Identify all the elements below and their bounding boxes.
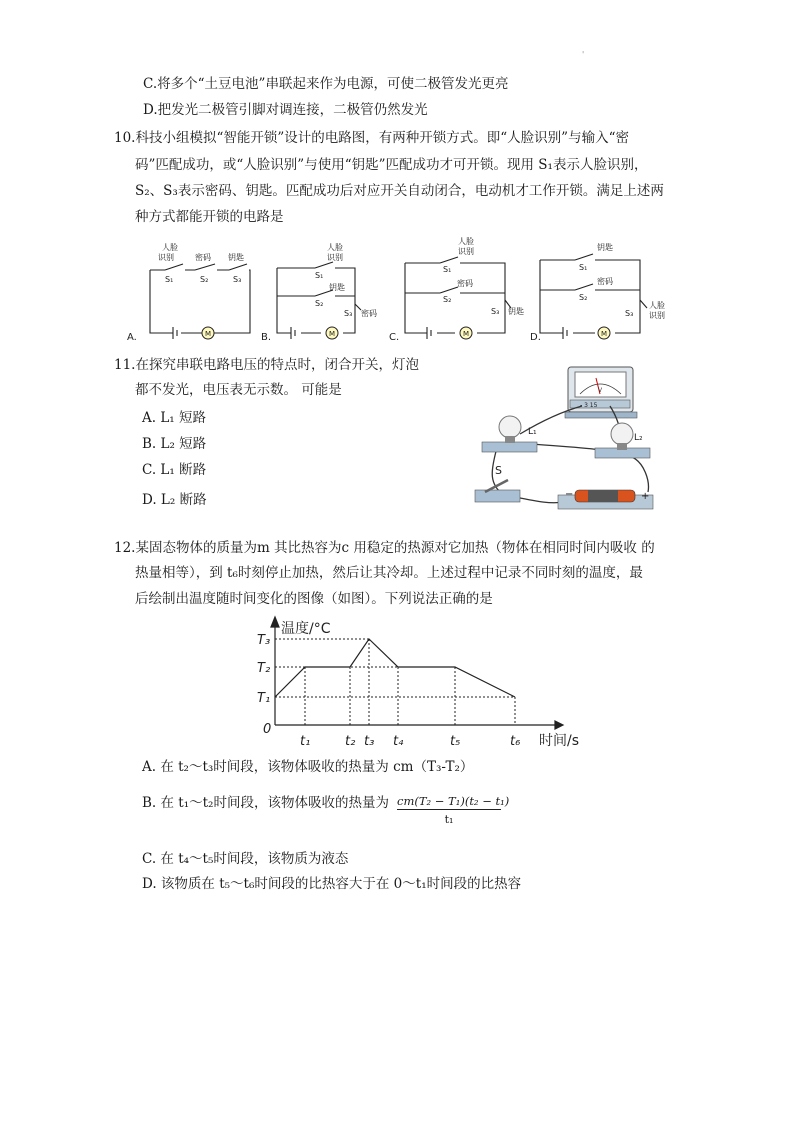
y-axis-arrow [271,617,279,627]
fig-label-l1: L₁ [528,427,537,437]
q10a-s2: S₂ [200,275,209,284]
q10-stem-line3: S₂、S₃表示密码、钥匙。匹配成功后对应开关自动闭合，电动机才工作开锁。满足上述两 [135,183,664,199]
temperature-time-chart [255,615,595,755]
q9-option-c: C.将多个“土豆电池”串联起来作为电源，可使二极管发光更亮 [143,76,509,92]
q11-option-c: C. L₁ 断路 [142,462,207,478]
q10a-motor-label: M [204,330,212,338]
battery-plus: + [641,491,650,502]
q10a-s3: S₃ [233,275,242,284]
q12-stem-line1: 12.某固态物体的质量为m 其比热容为c 用稳定的热源对它加热（物体在相同时间内吸收 的 [114,540,655,556]
q10-stem-line1: 10.科技小组模拟“智能开锁”设计的电路图，有两种开锁方式。即“人脸识别”与输入“密 [114,130,629,146]
q10d-s1: S₁ [579,263,588,272]
q10d-s2: S₂ [579,293,588,302]
q10d-face-label1: 人脸 [649,301,665,310]
q10c-face-label1: 人脸 [458,237,474,246]
q10c-face-label2: 识别 [458,247,474,256]
x-tick-label: t₁ [300,734,311,749]
q12-option-b-denominator: t₁ [444,813,454,826]
q10b-motor-label: M [328,330,336,338]
q10b-pw-label: 密码 [361,309,377,318]
fig-label-l2: L₂ [634,433,643,443]
q10b-s2: S₂ [315,299,324,308]
q10d-face-label2: 识别 [649,311,665,320]
battery-minus: − [565,489,574,500]
fig-label-switch: S [495,464,502,477]
q9-option-d: D.把发光二极管引脚对调连接，二极管仍然发光 [143,102,428,118]
x-tick-label: t₄ [393,734,404,749]
q11-stem-line1: 11.在探究串联电路电压的特点时，闭合开关，灯泡 [114,357,419,373]
q11-option-d: D. L₂ 断路 [142,492,207,508]
origin-label: 0 [263,722,272,737]
q10-stem-line2: 码”匹配成功，或“人脸识别”与使用“钥匙”匹配成功才可开锁。现用 S₁表示人脸识别， [135,157,648,173]
q10c-s3: S₃ [491,307,500,316]
q10a-key-label: 钥匙 [228,253,244,262]
q12-stem-line2: 热量相等），到 t₆时刻停止加热，然后让其冷却。上述过程中记录不同时刻的温度，最 [135,565,643,581]
y-axis-label: 温度/°C [281,621,331,637]
q10-option-a: A. [127,332,137,343]
x-tick-label: t₅ [450,734,461,749]
q10c-s1: S₁ [443,265,452,274]
q12-option-b: B. 在 t₁～t₂时间段，该物体吸收的热量为 [142,795,389,811]
q10c-motor-label: M [462,330,470,338]
y-tick-label: T₃ [257,633,271,648]
q10d-motor-label: M [600,330,608,338]
q10b-s1: S₁ [315,271,324,280]
q10b-face-label2: 识别 [327,253,343,262]
x-tick-label: t₃ [364,734,375,749]
q11-circuit-photo [470,362,660,517]
q10-option-c: C. [389,332,400,343]
x-tick-label: t₂ [345,734,356,749]
q12-option-d: D. 该物质在 t₅～t₆时间段的比热容大于在 0～t₁时间段的比热容 [142,876,522,892]
q10-option-b: B. [261,332,272,343]
q10d-key-label: 钥匙 [597,243,613,252]
q10-stem-line4: 种方式都能开锁的电路是 [135,209,284,225]
x-tick-label: t₆ [510,734,521,749]
q10a-s1: S₁ [165,275,174,284]
q10-option-d: D. [530,332,541,343]
q10c-s2: S₂ [443,295,452,304]
q10c-pw-label: 密码 [457,279,473,288]
q10d-s3: S₃ [625,309,634,318]
q10d-pw-label: 密码 [597,277,613,286]
q10c-key-label: 钥匙 [508,307,524,316]
temperature-curve [275,639,515,697]
q12-option-a: A. 在 t₂～t₃时间段，该物体吸收的热量为 cm（T₃-T₂） [142,759,474,775]
q11-option-a: A. L₁ 短路 [142,410,206,426]
q10a-face-label1: 人脸 [162,243,178,252]
q11-stem-line2: 都不发光，电压表无示数。 可能是 [135,382,342,398]
q12-option-c: C. 在 t₄～t₅时间段，该物质为液态 [142,851,349,867]
q10b-face-label1: 人脸 [327,243,343,252]
q12-option-b-numerator: cm(T₂ − T₁)(t₂ − t₁) [397,794,510,808]
q10a-face-label2: 识别 [158,253,174,262]
x-axis-arrow [555,721,563,729]
voltmeter-scale: - 3 15 [580,402,598,409]
voltmeter-symbol: V [598,387,603,394]
q10-circuit-diagrams [125,238,665,348]
q10b-key-label: 钥匙 [329,283,345,292]
q11-option-b: B. L₂ 短路 [142,436,207,452]
q12-stem-line3: 后绘制出温度随时间变化的图像（如图）。下列说法正确的是 [135,591,493,607]
y-tick-label: T₁ [257,691,271,706]
q10b-s3: S₃ [344,309,353,318]
y-tick-label: T₂ [257,661,271,676]
q10a-pw-label: 密码 [195,253,211,262]
page-mark: ' [582,50,585,59]
x-axis-label: 时间/s [539,733,580,749]
